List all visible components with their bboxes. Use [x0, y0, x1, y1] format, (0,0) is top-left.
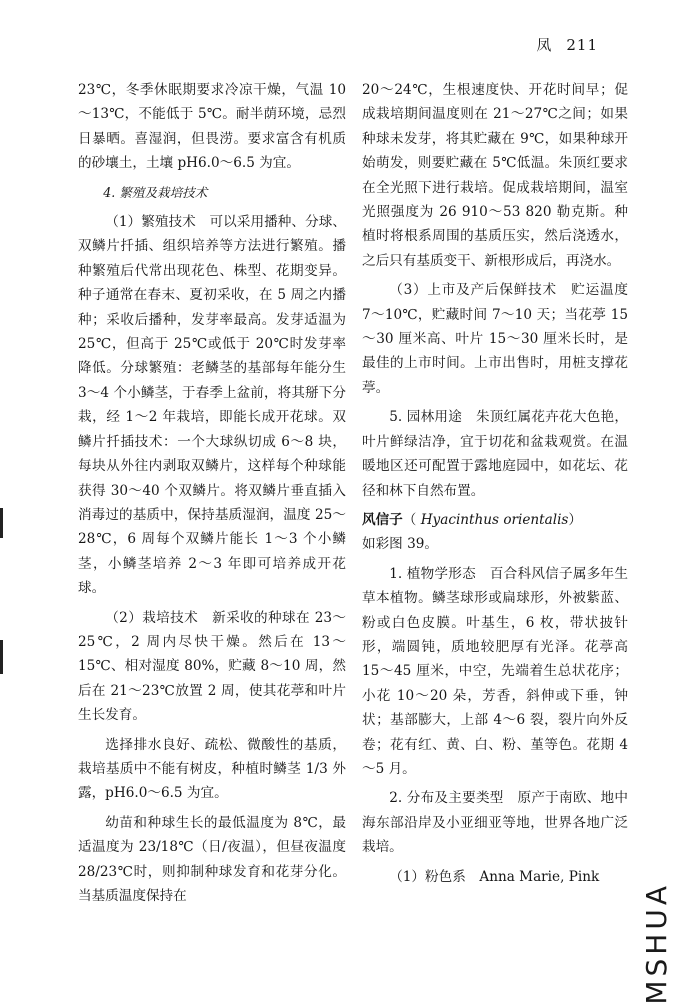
section-heading: 4. 繁殖及栽培技术 — [103, 184, 208, 200]
species-latin-name: Hyacinthus orientalis — [420, 511, 569, 528]
paragraph: 1. 植物学形态 百合科风信子属多年生草本植物。鳞茎球形或扁球形，外被紫蓝、粉或白色皮膜。叶基生，6 枚，带状披针形，端圆钝，质地较肥厚有光泽。花葶高 15～45 厘米，中空，先端着生总状花序；小花 10～20 朵，芳香，斜伸或下垂，钟状；基部膨大，上部 4～6 裂，裂片向外反卷；花有红、黄、白、粉、堇等色。花期 4～5 月。 — [362, 565, 628, 777]
paragraph: 5. 园林用途 朱顶红属花卉花大色艳，叶片鲜绿洁净，宜于切花和盆栽观赏。在温暖地区还可配置于露地庭园中，如花坛、花径和林下自然布置。 — [362, 409, 628, 499]
paragraph: 20～24℃，生根速度快、开花时间早；促成栽培期间温度则在 21～27℃之间；如果种球未发芽，将其贮藏在 9℃，如果种球开始萌发，则要贮藏在 5℃低温。朱顶红要求在全光照下进行栽培。促成栽培期间，温室光照强度为 26 910～53 820 勒克斯。种植时将根系周围的基质压实，然后浇透水，之后只有基质变干、新根形成后，再浇水。 — [362, 82, 628, 269]
scan-edge-mark — [0, 640, 3, 674]
species-heading — [362, 508, 628, 532]
scan-edge-mark — [0, 508, 3, 538]
running-header — [536, 34, 598, 55]
paragraph: （3）上市及产后保鲜技术 贮运温度 7～10℃，贮藏时间 7～10 天；当花葶 15～30 厘米高、叶片 15～30 厘米长时，是最佳的上市时间。上市出售时，用桩支撑花葶。 — [362, 282, 628, 396]
header-section: 凤 — [536, 36, 553, 54]
right-column — [362, 78, 628, 894]
paragraph: 2. 分布及主要类型 原产于南欧、地中海东部沿岸及小亚细亚等地，世界各地广泛栽培。 — [362, 790, 628, 856]
species-title: 风信子 — [362, 511, 403, 528]
watermark: MSHUA — [640, 882, 673, 1005]
paragraph: （1）粉色系 Anna Marie, Pink — [389, 868, 600, 885]
paren-open: （ — [402, 511, 421, 528]
paragraph: 选择排水良好、疏松、微酸性的基质，栽培基质中不能有树皮，种植时鳞茎 1/3 外露，pH6.0～6.5 为宜。 — [78, 736, 346, 802]
paren-close: ） — [568, 511, 582, 528]
paragraph: （2）栽培技术 新采收的种球在 23～25℃，2 周内尽快干燥。然后在 13～15℃、相对湿度 80%，贮藏 8～10 周，然后在 21～23℃放置 2 周，使其花葶和叶片生长发育。 — [78, 609, 346, 724]
left-column — [78, 78, 346, 913]
paragraph: 幼苗和种球生长的最低温度为 8℃，最适温度为 23/18℃（日/夜温），但昼夜温度 28/23℃时，则抑制种球发育和花芽分化。当基质温度保持在 — [78, 814, 346, 904]
paragraph: 23℃，冬季休眠期要求冷凉干燥，气温 10～13℃，不能低于 5℃。耐半荫环境，忌烈日暴晒。喜湿润，但畏涝。要求富含有机质的砂壤土，土壤 pH6.0～6.5 为宜。 — [78, 82, 346, 172]
see-plate-note: 如彩图 39。 — [362, 536, 438, 553]
page-number: 211 — [566, 36, 598, 54]
paragraph: （1）繁殖技术 可以采用播种、分球、双鳞片扦插、组织培养等方法进行繁殖。播种繁殖后代常出现花色、株型、花期变异。种子通常在春末、夏初采收，在 5 周之内播种；采收后播种，发芽率最高。发芽适温为 25℃，但高于 25℃或低于 20℃时发芽率降低。分球繁殖：老鳞茎的基部每年能分生 3～4 个小鳞茎，于春季上盆前，将其掰下分栽，经 1～2 年栽培，即能长成开花球。双鳞片扦插技术：一个大球纵切成 6～8 块，每块从外往内剥取双鳞片，这样每个种球能获得 30～40 个双鳞片。将双鳞片垂直插入消毒过的基质中，保持基质湿润，温度 25～28℃，6 周每个双鳞片能长 1～3 个小鳞茎，小鳞茎培养 2～3 年即可培养成开花球。 — [78, 214, 346, 597]
